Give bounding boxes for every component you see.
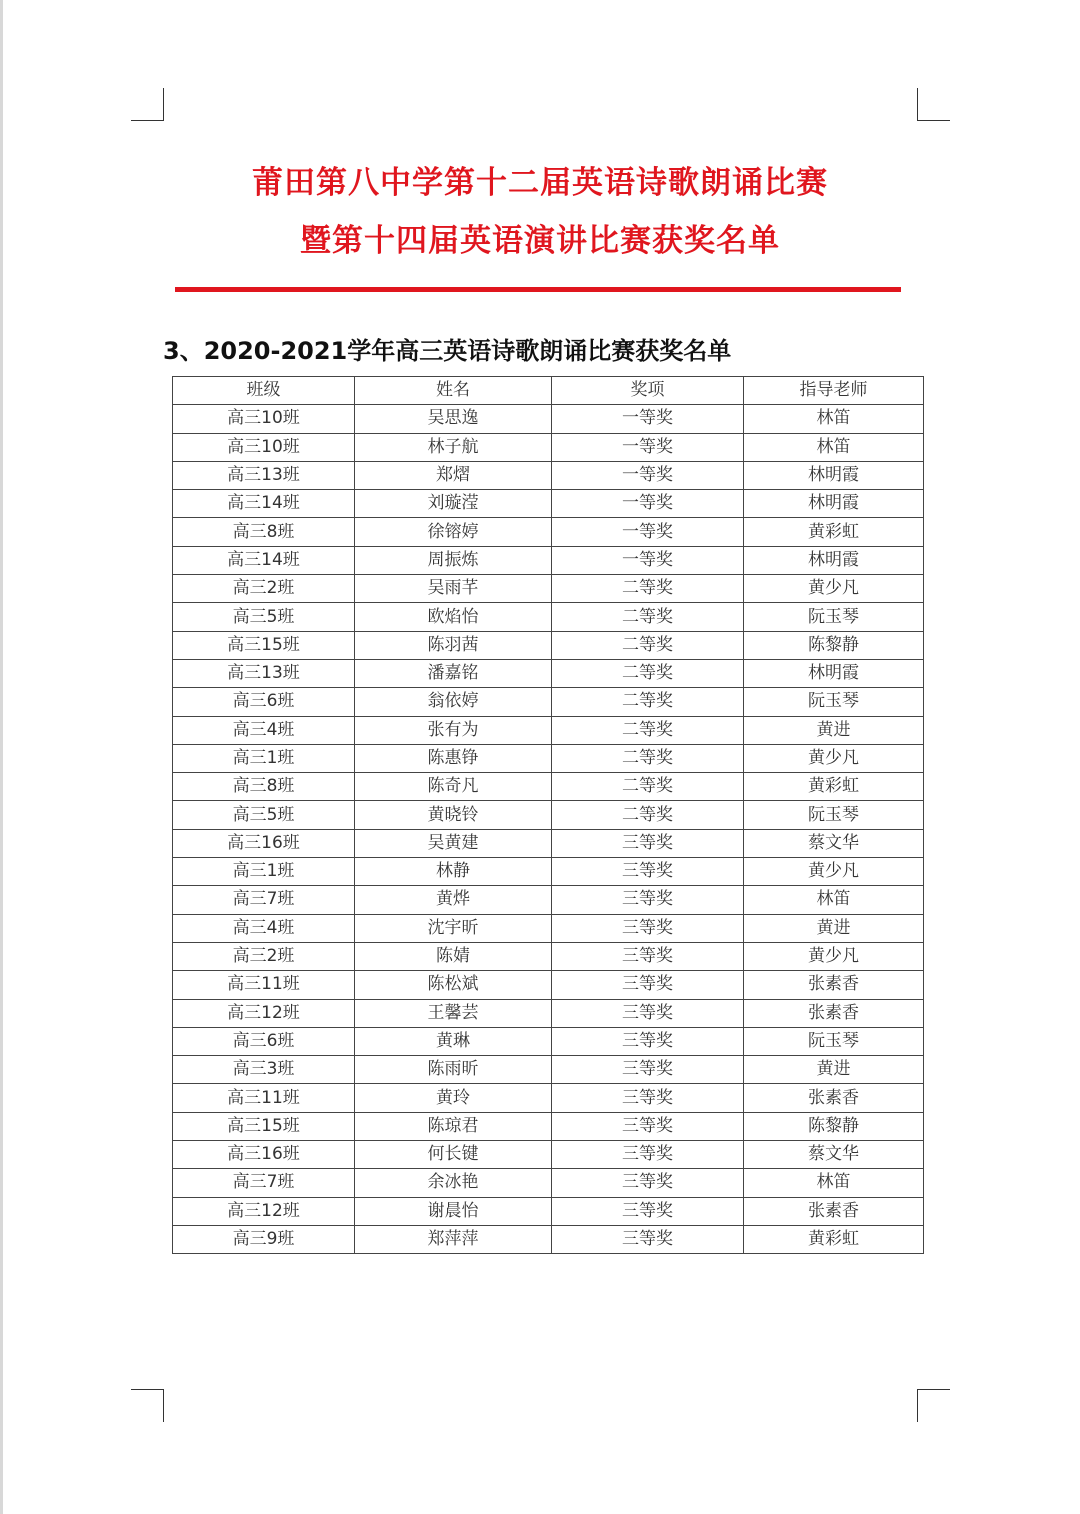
cell-teacher: 张素香 [744,1084,924,1112]
cell-student-name: 欧焰怡 [355,603,552,631]
cell-teacher: 黄进 [744,716,924,744]
cell-class: 高三10班 [173,405,355,433]
cell-class: 高三11班 [173,971,355,999]
cell-teacher: 黄彩虹 [744,1225,924,1253]
cell-student-name: 翁依婷 [355,688,552,716]
crop-mark-bottom-left [131,1389,164,1422]
cell-class: 高三15班 [173,631,355,659]
table-header-row [173,377,924,405]
cell-student-name: 吴思逸 [355,405,552,433]
header-class: 班级 [173,377,355,405]
table-row [173,914,924,942]
cell-teacher: 张素香 [744,999,924,1027]
cell-teacher: 黄彩虹 [744,773,924,801]
cell-class: 高三2班 [173,575,355,603]
cell-student-name: 陈羽茜 [355,631,552,659]
cell-student-name: 黄烨 [355,886,552,914]
cell-teacher: 黄少凡 [744,575,924,603]
cell-award: 三等奖 [552,829,744,857]
cell-award: 三等奖 [552,1112,744,1140]
cell-student-name: 何长键 [355,1141,552,1169]
table-row [173,405,924,433]
cell-student-name: 陈雨昕 [355,1056,552,1084]
cell-teacher: 林明霞 [744,461,924,489]
cell-class: 高三12班 [173,1197,355,1225]
cell-class: 高三13班 [173,659,355,687]
title-divider [175,287,901,292]
header-teacher: 指导老师 [744,377,924,405]
cell-teacher: 阮玉琴 [744,688,924,716]
cell-teacher: 阮玉琴 [744,801,924,829]
cell-teacher: 黄进 [744,914,924,942]
cell-award: 三等奖 [552,971,744,999]
table-row [173,1056,924,1084]
cell-award: 一等奖 [552,461,744,489]
cell-class: 高三14班 [173,546,355,574]
cell-teacher: 陈黎静 [744,631,924,659]
header-award: 奖项 [552,377,744,405]
cell-teacher: 张素香 [744,1197,924,1225]
cell-class: 高三2班 [173,942,355,970]
table-row [173,490,924,518]
cell-award: 三等奖 [552,858,744,886]
cell-award: 一等奖 [552,518,744,546]
cell-class: 高三6班 [173,688,355,716]
cell-student-name: 王馨芸 [355,999,552,1027]
cell-class: 高三4班 [173,716,355,744]
table-row [173,829,924,857]
header-name: 姓名 [355,377,552,405]
table-row [173,942,924,970]
cell-award: 二等奖 [552,603,744,631]
cell-teacher: 黄少凡 [744,858,924,886]
table-row [173,999,924,1027]
cell-teacher: 黄少凡 [744,942,924,970]
cell-class: 高三6班 [173,1027,355,1055]
table-row [173,1112,924,1140]
awards-table-body [173,405,924,1254]
cell-student-name: 吴黄建 [355,829,552,857]
table-row [173,971,924,999]
cell-teacher: 林明霞 [744,659,924,687]
cell-award: 三等奖 [552,999,744,1027]
table-row [173,858,924,886]
cell-student-name: 林静 [355,858,552,886]
cell-student-name: 陈奇凡 [355,773,552,801]
document-title-line-2: 暨第十四届英语演讲比赛获奖名单 [300,223,780,259]
crop-mark-top-left [131,88,164,121]
awards-table [172,376,924,1254]
cell-award: 一等奖 [552,405,744,433]
cell-teacher: 黄进 [744,1056,924,1084]
cell-student-name: 张有为 [355,716,552,744]
cell-award: 二等奖 [552,631,744,659]
cell-class: 高三8班 [173,773,355,801]
cell-class: 高三11班 [173,1084,355,1112]
table-row [173,1141,924,1169]
cell-class: 高三1班 [173,858,355,886]
table-row [173,1084,924,1112]
cell-student-name: 谢晨怡 [355,1197,552,1225]
table-row [173,886,924,914]
cell-teacher: 张素香 [744,971,924,999]
table-row [173,575,924,603]
cell-student-name: 黄晓铃 [355,801,552,829]
cell-student-name: 黄琳 [355,1027,552,1055]
crop-mark-bottom-right [917,1389,950,1422]
cell-award: 三等奖 [552,1027,744,1055]
cell-award: 三等奖 [552,1084,744,1112]
cell-student-name: 郑熠 [355,461,552,489]
cell-student-name: 陈惠铮 [355,744,552,772]
cell-award: 二等奖 [552,575,744,603]
table-row [173,603,924,631]
table-row [173,688,924,716]
cell-student-name: 黄玲 [355,1084,552,1112]
cell-teacher: 林笛 [744,433,924,461]
cell-award: 三等奖 [552,914,744,942]
cell-student-name: 刘璇滢 [355,490,552,518]
cell-teacher: 蔡文华 [744,829,924,857]
cell-class: 高三10班 [173,433,355,461]
cell-award: 一等奖 [552,433,744,461]
cell-class: 高三12班 [173,999,355,1027]
cell-student-name: 周振炼 [355,546,552,574]
table-row [173,631,924,659]
table-row [173,744,924,772]
cell-student-name: 吴雨芊 [355,575,552,603]
table-row [173,461,924,489]
cell-class: 高三7班 [173,886,355,914]
cell-award: 二等奖 [552,744,744,772]
cell-teacher: 阮玉琴 [744,603,924,631]
cell-student-name: 郑萍萍 [355,1225,552,1253]
cell-teacher: 林笛 [744,405,924,433]
cell-class: 高三1班 [173,744,355,772]
table-row [173,546,924,574]
table-row [173,1169,924,1197]
cell-class: 高三16班 [173,1141,355,1169]
cell-class: 高三5班 [173,603,355,631]
cell-student-name: 沈宇昕 [355,914,552,942]
cell-class: 高三4班 [173,914,355,942]
table-row [173,433,924,461]
cell-class: 高三15班 [173,1112,355,1140]
cell-teacher: 蔡文华 [744,1141,924,1169]
cell-award: 二等奖 [552,773,744,801]
cell-teacher: 林明霞 [744,546,924,574]
document-title-line-1: 莆田第八中学第十二届英语诗歌朗诵比赛 [252,165,828,201]
cell-award: 二等奖 [552,801,744,829]
cell-student-name: 潘嘉铭 [355,659,552,687]
cell-student-name: 陈琼君 [355,1112,552,1140]
table-row [173,773,924,801]
cell-award: 一等奖 [552,490,744,518]
cell-teacher: 林笛 [744,886,924,914]
cell-teacher: 林笛 [744,1169,924,1197]
cell-teacher: 林明霞 [744,490,924,518]
cell-award: 二等奖 [552,688,744,716]
cell-award: 三等奖 [552,886,744,914]
cell-student-name: 陈婧 [355,942,552,970]
cell-class: 高三13班 [173,461,355,489]
cell-student-name: 余冰艳 [355,1169,552,1197]
cell-class: 高三14班 [173,490,355,518]
cell-student-name: 徐镕婷 [355,518,552,546]
table-row [173,1027,924,1055]
section-heading: 3、2020-2021学年高三英语诗歌朗诵比赛获奖名单 [163,337,732,365]
cell-class: 高三8班 [173,518,355,546]
cell-teacher: 陈黎静 [744,1112,924,1140]
cell-class: 高三9班 [173,1225,355,1253]
cell-award: 二等奖 [552,716,744,744]
cell-award: 三等奖 [552,1169,744,1197]
cell-award: 三等奖 [552,942,744,970]
cell-award: 三等奖 [552,1056,744,1084]
cell-award: 三等奖 [552,1225,744,1253]
cell-class: 高三7班 [173,1169,355,1197]
cell-award: 一等奖 [552,546,744,574]
table-row [173,716,924,744]
cell-award: 二等奖 [552,659,744,687]
cell-class: 高三16班 [173,829,355,857]
cell-teacher: 黄少凡 [744,744,924,772]
cell-teacher: 黄彩虹 [744,518,924,546]
cell-award: 三等奖 [552,1141,744,1169]
table-row [173,518,924,546]
table-row [173,801,924,829]
table-row [173,1225,924,1253]
table-row [173,1197,924,1225]
cell-class: 高三5班 [173,801,355,829]
cell-class: 高三3班 [173,1056,355,1084]
crop-mark-top-right [917,88,950,121]
cell-teacher: 阮玉琴 [744,1027,924,1055]
cell-student-name: 林子航 [355,433,552,461]
cell-student-name: 陈松斌 [355,971,552,999]
table-row [173,659,924,687]
cell-award: 三等奖 [552,1197,744,1225]
